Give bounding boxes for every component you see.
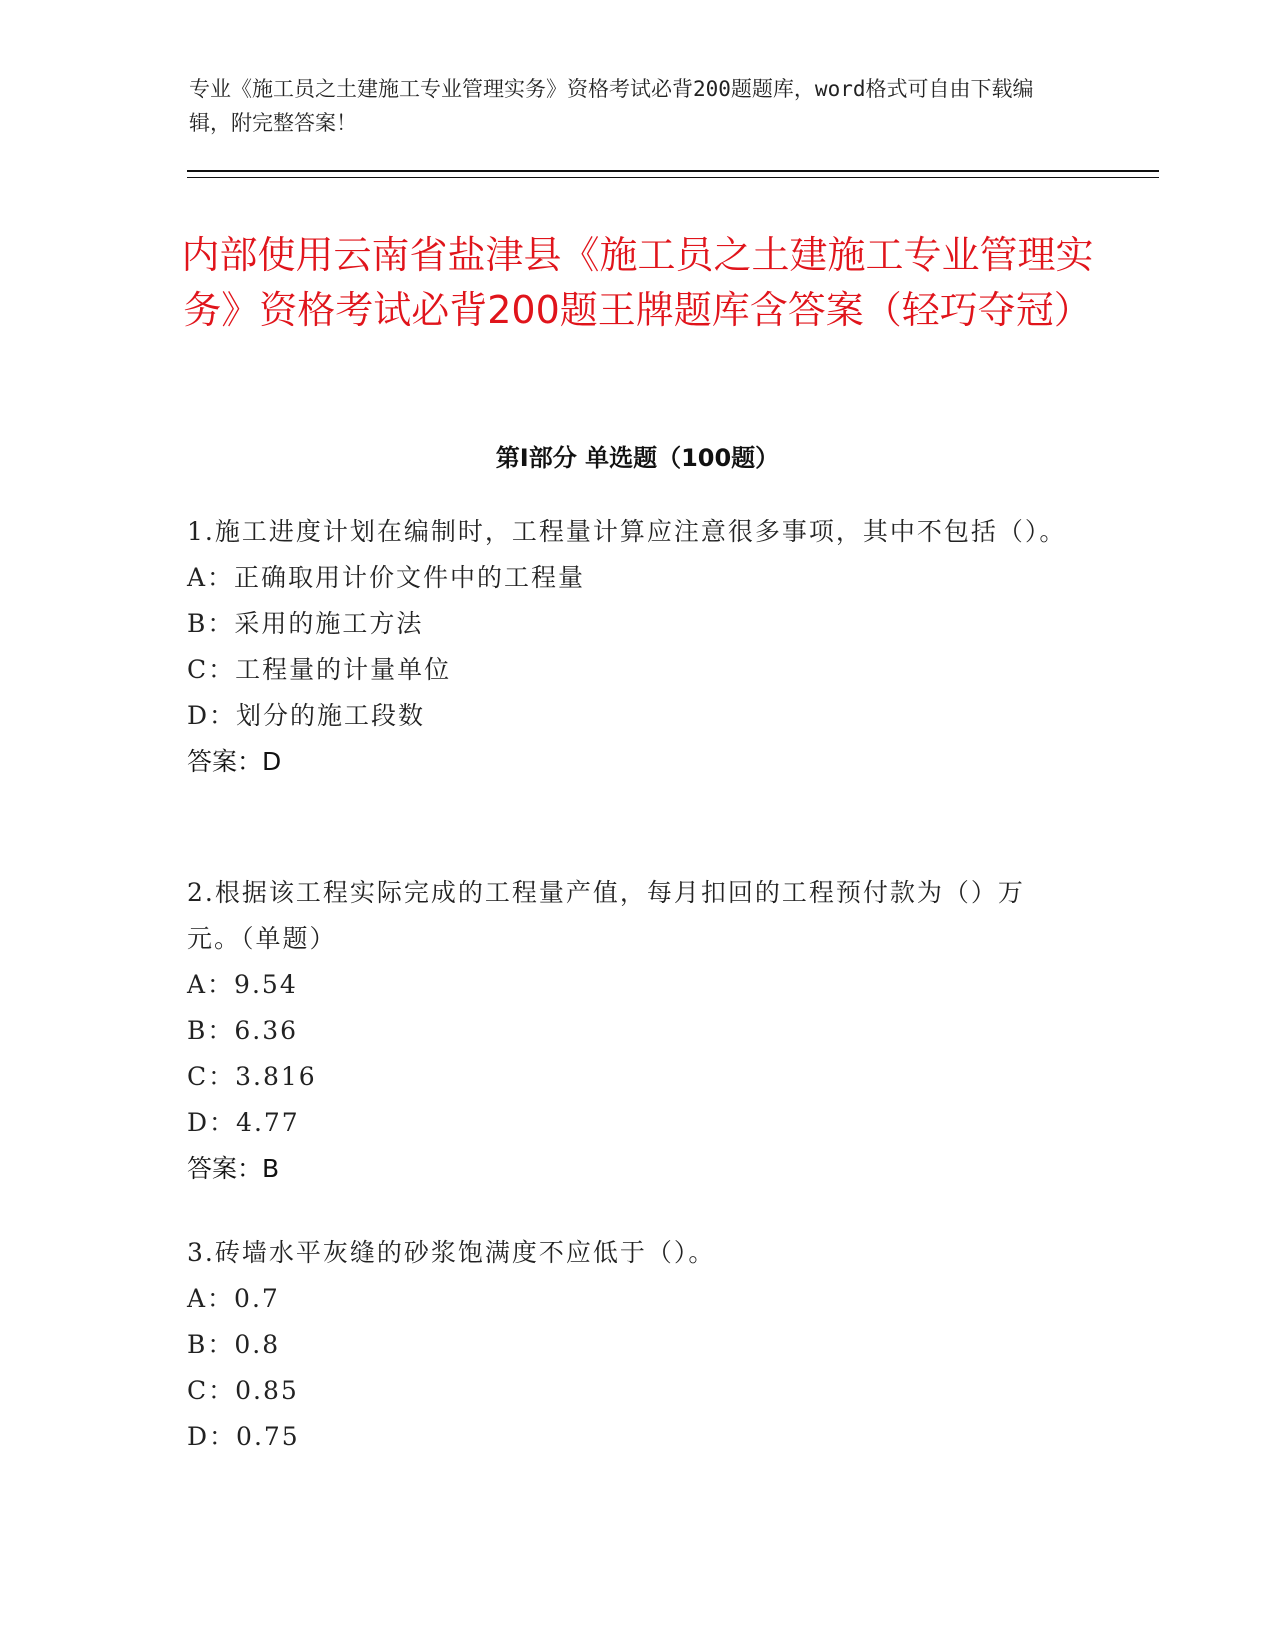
question-3 (187, 1230, 1077, 1460)
option-a: A：0.7 (187, 1284, 280, 1313)
question-stem: 3.砖墙水平灰缝的砂浆饱满度不应低于（）。 (187, 1238, 716, 1267)
header-divider-thick (187, 170, 1159, 172)
option-d: D：划分的施工段数 (187, 701, 426, 730)
option-a: A：正确取用计价文件中的工程量 (187, 563, 586, 592)
header-divider-thin (187, 177, 1159, 178)
option-b: B：采用的施工方法 (187, 609, 424, 638)
document-title: 内部使用云南省盐津县《施工员之土建施工专业管理实务》资格考试必背200题王牌题库含答案（轻巧夺冠） (181, 233, 1094, 332)
question-stem: 1.施工进度计划在编制时，工程量计算应注意很多事项，其中不包括（）。 (187, 517, 1067, 546)
option-b: B：0.8 (187, 1330, 281, 1359)
option-c: C：0.85 (187, 1376, 299, 1405)
header-note: 专业《施工员之土建施工专业管理实务》资格考试必背200题题库，word格式可自由下载编辑，附完整答案！ (189, 77, 1034, 135)
question-stem: 2.根据该工程实际完成的工程量产值，每月扣回的工程预付款为（）万元。（单题） (187, 878, 1025, 953)
option-c: C：工程量的计量单位 (187, 655, 452, 684)
option-a: A：9.54 (187, 970, 298, 999)
option-d: D：0.75 (187, 1422, 300, 1451)
option-d: D：4.77 (187, 1108, 300, 1137)
option-b: B：6.36 (187, 1016, 299, 1045)
question-2 (187, 870, 1077, 1192)
answer: 答案：D (187, 747, 282, 776)
answer: 答案：B (187, 1154, 280, 1183)
section-title: 第Ⅰ部分 单选题（100题） (495, 444, 780, 472)
question-1 (187, 509, 1077, 785)
option-c: C：3.816 (187, 1062, 317, 1091)
